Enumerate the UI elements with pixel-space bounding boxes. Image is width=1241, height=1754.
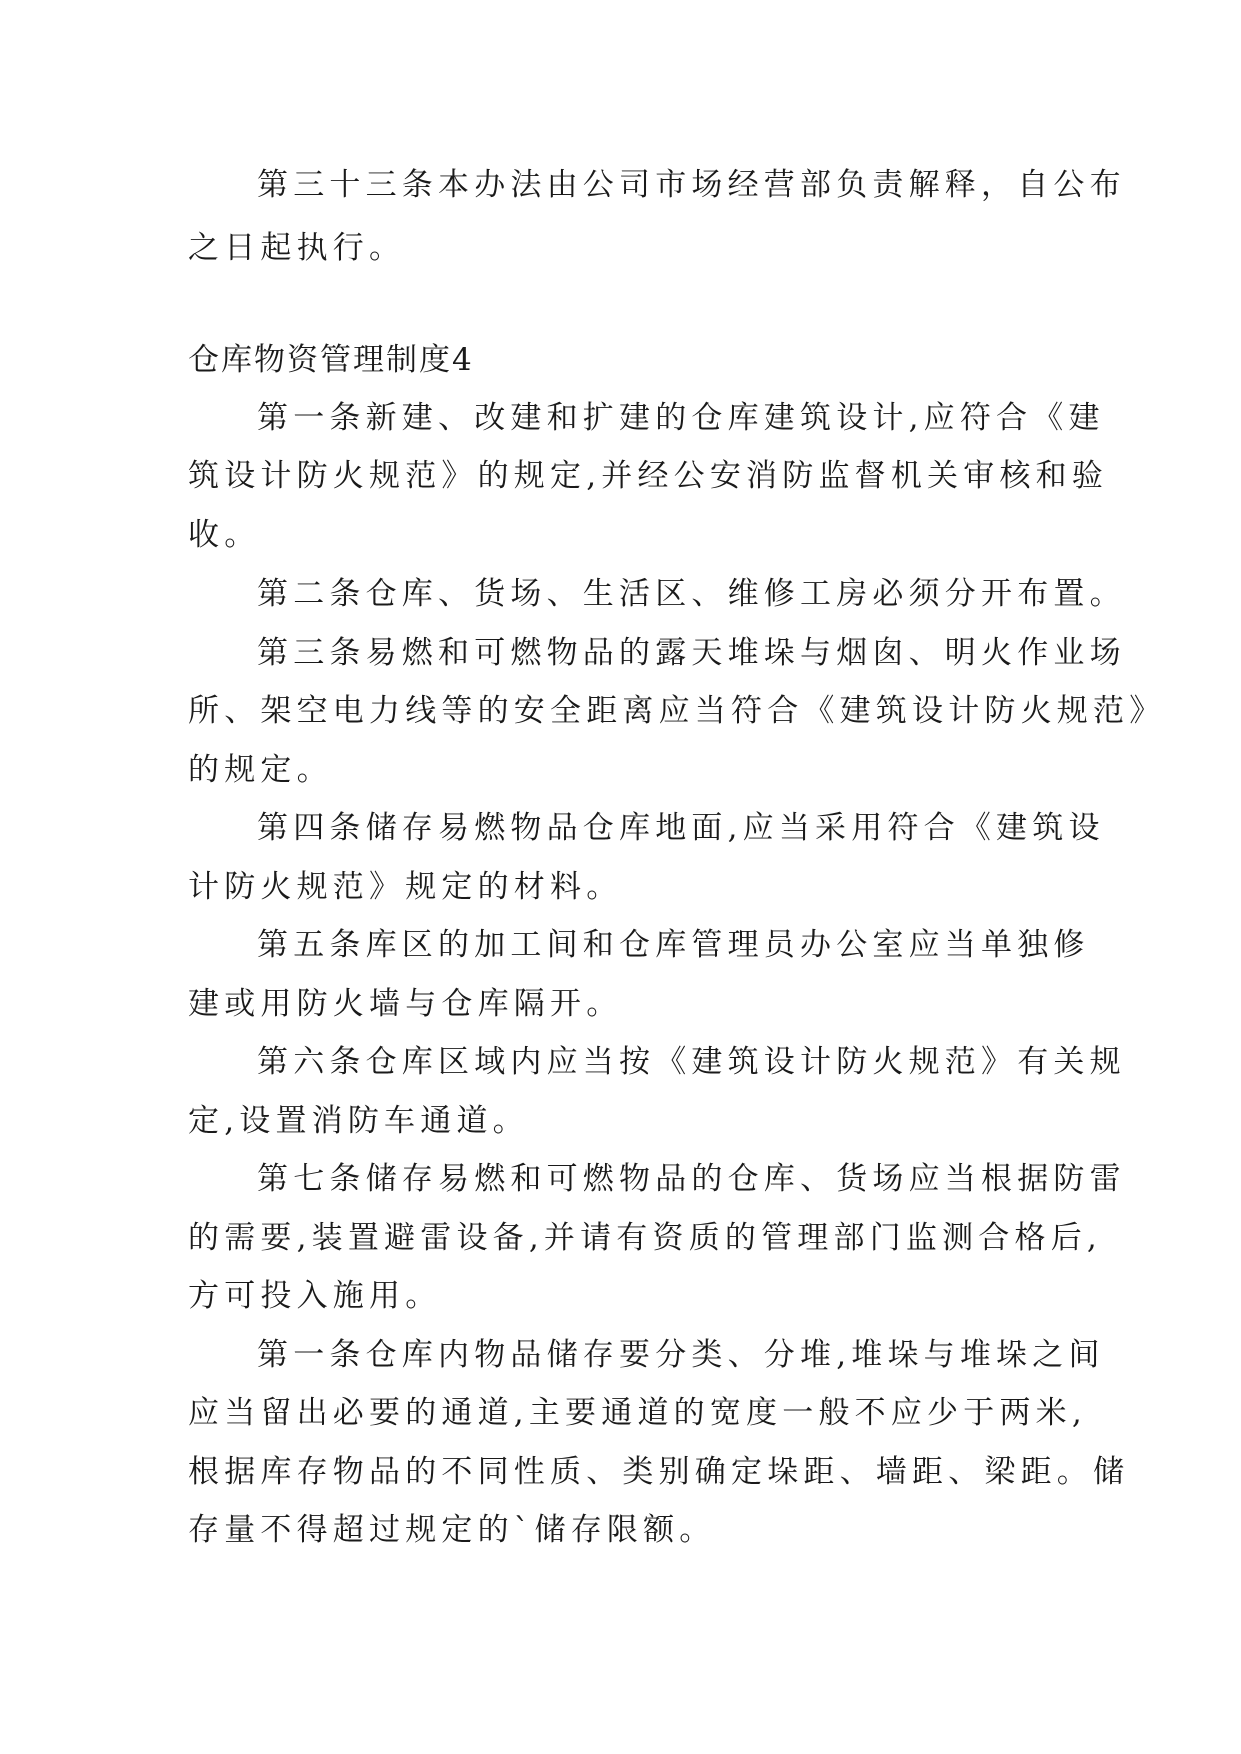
paragraph-line: 的规定。 — [188, 752, 333, 788]
paragraph-line: 收。 — [188, 517, 261, 553]
paragraph-line: 存量不得超过规定的`储存限额。 — [188, 1512, 716, 1548]
paragraph-line: 计防火规范》规定的材料。 — [188, 869, 623, 905]
paragraph-line: 第七条储存易燃和可燃物品的仓库、货场应当根据防雷 — [257, 1161, 1126, 1197]
paragraph-line: 根据库存物品的不同性质、类别确定垛距、墙距、梁距。储 — [188, 1454, 1130, 1490]
paragraph-line: 筑设计防火规范》的规定,并经公安消防监督机关审核和验 — [188, 458, 1109, 494]
paragraph-line: 第二条仓库、货场、生活区、维修工房必须分开布置。 — [257, 576, 1126, 612]
paragraph-line: 方可投入施用。 — [188, 1278, 442, 1314]
section-heading: 仓库物资管理制度4 — [188, 342, 474, 378]
paragraph-line: 应当留出必要的通道,主要通道的宽度一般不应少于两米, — [188, 1395, 1087, 1431]
paragraph-line: 的需要,装置避雷设备,并请有资质的管理部门监测合格后, — [188, 1220, 1102, 1256]
paragraph-line: 之日起执行。 — [188, 230, 406, 266]
paragraph-line: 所、架空电力线等的安全距离应当符合《建筑设计防火规范》 — [188, 693, 1166, 729]
paragraph-line: 第三十三条本办法由公司市场经营部负责解释，自公布 — [257, 167, 1126, 203]
paragraph-line: 第三条易燃和可燃物品的露天堆垛与烟囱、明火作业场 — [257, 635, 1126, 671]
paragraph-line: 定,设置消防车通道。 — [188, 1103, 529, 1139]
paragraph-line: 第五条库区的加工间和仓库管理员办公室应当单独修 — [257, 927, 1090, 963]
paragraph-line: 第一条新建、改建和扩建的仓库建筑设计,应符合《建 — [257, 400, 1105, 436]
paragraph-line: 建或用防火墙与仓库隔开。 — [188, 986, 623, 1022]
paragraph-line: 第六条仓库区域内应当按《建筑设计防火规范》有关规 — [257, 1044, 1126, 1080]
paragraph-line: 第一条仓库内物品储存要分类、分堆,堆垛与堆垛之间 — [257, 1337, 1105, 1373]
paragraph-line: 第四条储存易燃物品仓库地面,应当采用符合《建筑设 — [257, 810, 1105, 846]
